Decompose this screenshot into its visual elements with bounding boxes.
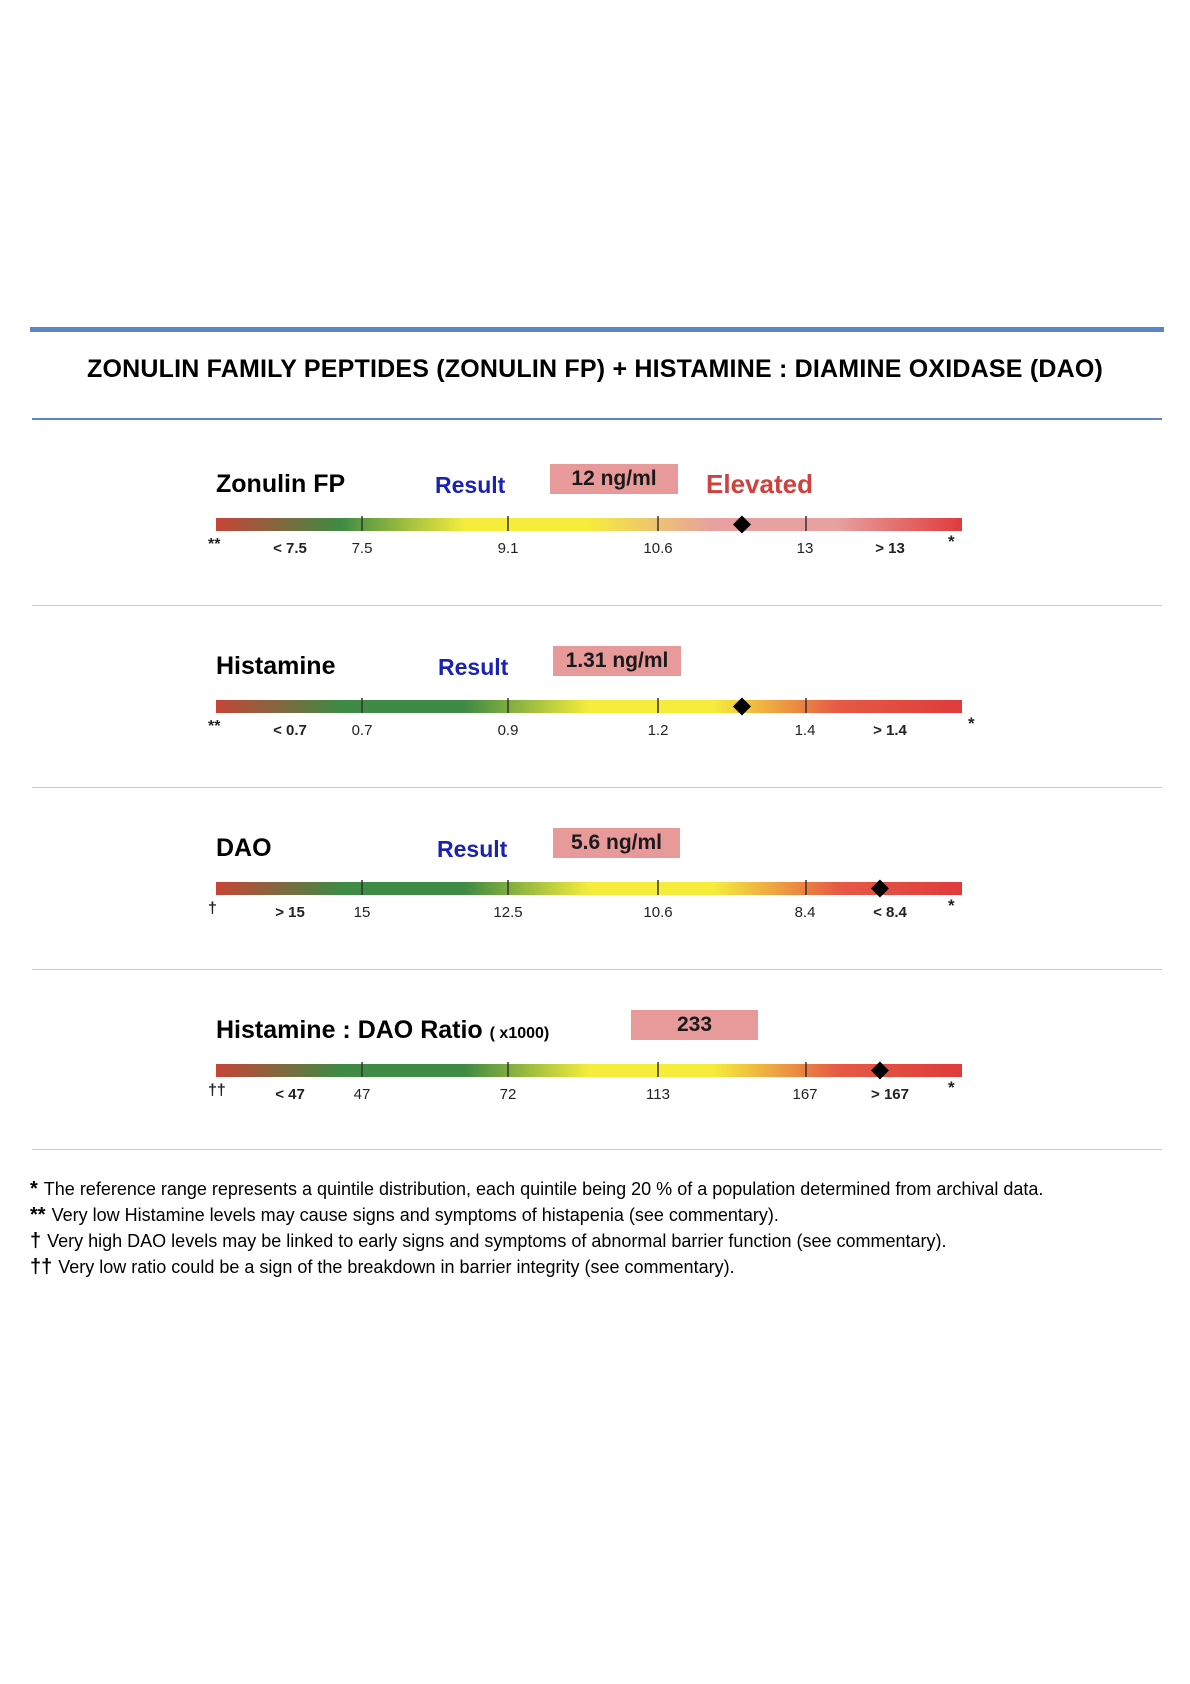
- tick-label: 1.4: [794, 722, 816, 739]
- result-value-box: 233: [631, 1010, 758, 1040]
- reference-range-bar: [0, 510, 1190, 590]
- tick-label: 0.7: [351, 722, 373, 739]
- footnote: * The reference range represents a quintile distribution, each quintile being 20 % of a population determined from archival data.: [30, 1178, 1044, 1200]
- tick-label: < 7.5: [273, 540, 307, 557]
- section-divider: [32, 969, 1162, 970]
- range-gradient: [216, 700, 962, 713]
- tick-label: 72: [499, 1086, 517, 1103]
- result-label: Result: [438, 654, 509, 680]
- tick-label: 10.6: [643, 904, 673, 921]
- reference-range-bar: [0, 692, 1190, 772]
- tick-label: 8.4: [794, 904, 816, 921]
- tick-label: < 0.7: [273, 722, 307, 739]
- tick-label: 13: [796, 540, 814, 557]
- range-gradient: [216, 1064, 962, 1077]
- report-title: ZONULIN FAMILY PEPTIDES (ZONULIN FP) + HISTAMINE : DIAMINE OXIDASE (DAO): [86, 355, 1104, 383]
- tick-label: > 15: [275, 904, 305, 921]
- section-divider: [32, 605, 1162, 606]
- tick-label: 113: [646, 1086, 670, 1103]
- footnotes: [30, 1176, 1160, 1280]
- result-value-box: 5.6 ng/ml: [553, 828, 680, 858]
- tick-label: 1.2: [647, 722, 669, 739]
- result-label: Result: [435, 472, 506, 498]
- test-section-ratio: [0, 1013, 1190, 1196]
- title-rule: [32, 418, 1162, 420]
- reference-range-bar: [0, 1056, 1190, 1136]
- tick-label: 0.9: [497, 722, 519, 739]
- footnote-marker-left: ††: [208, 1082, 226, 1099]
- footnote-marker-left: **: [208, 718, 221, 735]
- result-value-box: 1.31 ng/ml: [553, 646, 681, 676]
- tick-label: > 1.4: [873, 722, 907, 739]
- footnote-marker-left: **: [208, 536, 221, 553]
- footnote-marker-right: *: [968, 714, 975, 733]
- tick-label: 167: [792, 1086, 818, 1103]
- status-label: Elevated: [706, 469, 813, 499]
- test-label: Zonulin FP: [216, 470, 346, 498]
- result-label: Result: [437, 836, 508, 862]
- footnote-marker-right: *: [948, 532, 955, 551]
- footnote-marker-right: *: [948, 1078, 955, 1097]
- tick-label: > 167: [871, 1086, 909, 1103]
- test-label: DAO: [216, 834, 272, 862]
- tick-label: 10.6: [643, 540, 673, 557]
- footnote: † Very high DAO levels may be linked to early signs and symptoms of abnormal barrier function (see commentary).: [30, 1230, 947, 1252]
- tick-label: < 8.4: [873, 904, 907, 921]
- tick-label: 9.1: [497, 540, 519, 557]
- top-rule: [30, 327, 1164, 332]
- section-divider: [32, 787, 1162, 788]
- test-section-zonulin: [0, 467, 1190, 650]
- footnote-marker-left: †: [208, 900, 217, 917]
- tick-label: > 13: [875, 540, 905, 557]
- section-divider: [32, 1149, 1162, 1150]
- footnote: †† Very low ratio could be a sign of the breakdown in barrier integrity (see commentary).: [30, 1256, 735, 1278]
- tick-label: 7.5: [351, 540, 373, 557]
- test-label: Histamine : DAO Ratio ( x1000): [216, 1016, 550, 1044]
- footnote-marker-right: *: [948, 896, 955, 915]
- tick-label: < 47: [275, 1086, 305, 1103]
- tick-label: 15: [353, 904, 371, 921]
- reference-range-bar: [0, 874, 1190, 954]
- tick-label: 12.5: [493, 904, 523, 921]
- tick-label: 47: [353, 1086, 371, 1103]
- footnote: ** Very low Histamine levels may cause signs and symptoms of histapenia (see commentary).: [30, 1204, 779, 1226]
- test-section-histamine: [0, 649, 1190, 832]
- test-label-suffix: ( x1000): [489, 1025, 550, 1042]
- result-value-box: 12 ng/ml: [550, 464, 678, 494]
- test-section-dao: [0, 831, 1190, 1014]
- range-gradient: [216, 518, 962, 531]
- test-label: Histamine: [216, 652, 336, 680]
- range-gradient: [216, 882, 962, 895]
